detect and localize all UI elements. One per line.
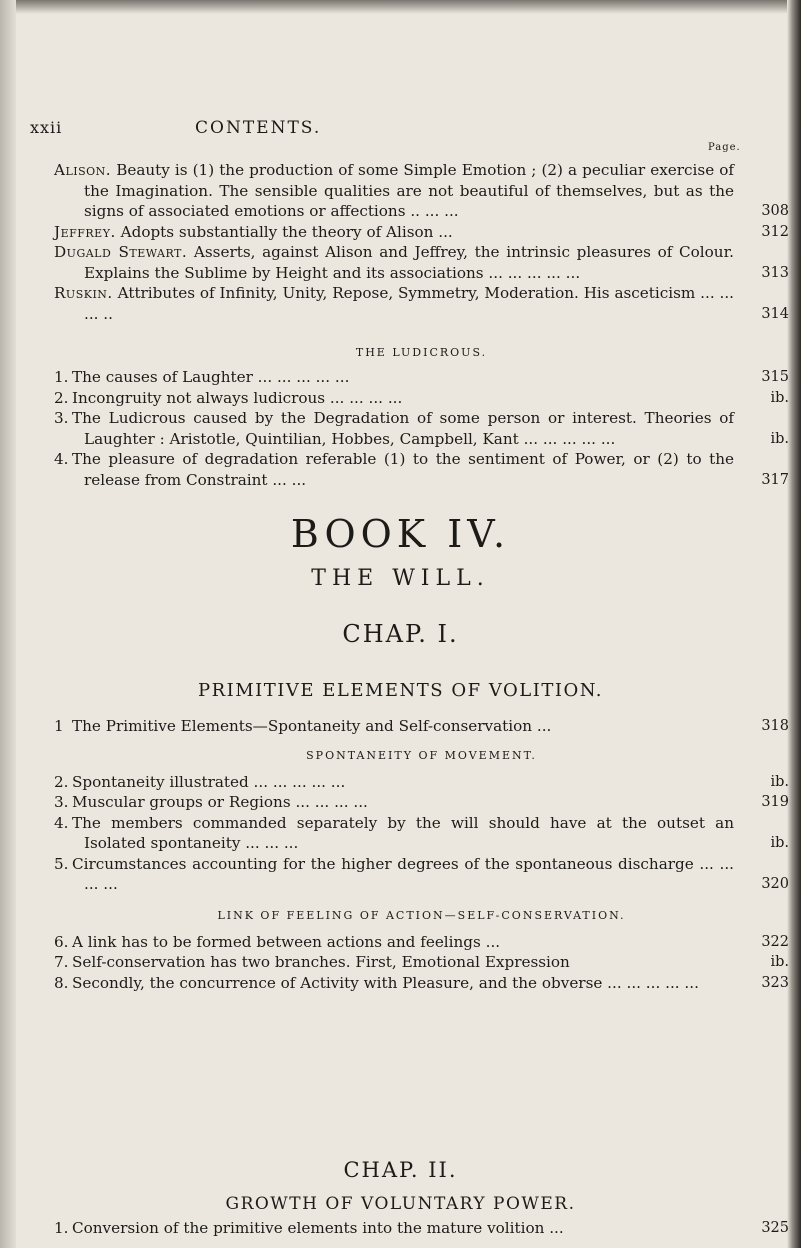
page-folio: xxii xyxy=(30,118,63,137)
item-number: 5. xyxy=(54,854,69,873)
page-number: 308 xyxy=(761,203,789,219)
toc-entry xyxy=(54,772,789,793)
item-number: 3. xyxy=(54,793,69,811)
toc-entry xyxy=(54,792,789,813)
entry-text: The pleasure of degradation referable (1) to the sentiment of Power, or (2) to the release from Constraint ... ... xyxy=(72,450,734,489)
toc-entry xyxy=(54,813,789,854)
toc-entry xyxy=(54,242,789,283)
entry-text: Self-conservation has two branches. First, Emotional Expression xyxy=(72,953,570,971)
toc-entry xyxy=(54,1218,789,1239)
entry-text: Beauty is (1) the production of some Simple Emotion ; (2) a peculiar exercise of the Imagination. The sensible qualities are not beautiful of themselves, but as the signs of associated emotions or affections .. ... ... xyxy=(84,161,734,220)
author-name: Jeffrey. xyxy=(54,222,116,241)
item-number: 7. xyxy=(54,953,69,971)
entry-text: A link has to be formed between actions and feelings ... xyxy=(72,932,501,951)
item-number: 8. xyxy=(54,973,69,992)
toc-entry xyxy=(54,367,789,388)
page-number: 313 xyxy=(761,264,789,281)
toc-entry xyxy=(54,160,789,222)
page-number: 323 xyxy=(761,974,789,991)
entry-text: The Ludicrous caused by the Degradation of some person or interest. Theories of Laughter : Aristotle, Quintilian, Hobbes, Campbell, Kant ... ... ... ... ... xyxy=(72,409,734,448)
author-name: Dugald Stewart. xyxy=(54,243,188,261)
chapter-2-entries xyxy=(54,1218,789,1239)
author-name: Ruskin. xyxy=(54,284,113,302)
entry-text: Circumstances accounting for the higher degrees of the spontaneous discharge ... ... ... ... xyxy=(72,854,734,893)
page-number: ib. xyxy=(770,430,789,447)
toc-entry xyxy=(54,932,789,953)
page-number: ib. xyxy=(770,389,789,406)
entry-text: The Primitive Elements—Spontaneity and Self-conservation ... xyxy=(72,717,552,735)
ludicrous-section xyxy=(54,346,789,490)
page-number: ib. xyxy=(770,773,789,790)
page-number: 322 xyxy=(761,933,789,950)
entry-text: Adopts substantially the theory of Alison ... xyxy=(120,222,453,241)
page-number: 312 xyxy=(761,223,789,240)
item-number: 6. xyxy=(54,932,69,951)
page-number: ib. xyxy=(770,835,789,851)
item-number: 1. xyxy=(54,1219,69,1237)
chapter-1-title: PRIMITIVE ELEMENTS OF VOLITION. xyxy=(197,680,604,701)
book-subtitle: THE WILL. xyxy=(311,566,490,591)
running-title: CONTENTS. xyxy=(195,118,322,138)
section-heading-spontaneity: SPONTANEITY OF MOVEMENT. xyxy=(306,748,537,762)
entry-text: The causes of Laughter ... ... ... ... ... xyxy=(72,368,350,386)
entry-text: Incongruity not always ludicrous ... ... ... ... xyxy=(72,388,403,407)
entry-text: Attributes of Infinity, Unity, Repose, Symmetry, Moderation. His asceticism ... ... ... .. xyxy=(84,284,735,323)
chapter-1-entries xyxy=(54,716,789,993)
section-heading-ludicrous: THE LUDICROUS. xyxy=(355,346,488,359)
page-number: 319 xyxy=(761,794,789,810)
item-number: 2. xyxy=(54,772,69,791)
entry-text: The members commanded separately by the will should have at the outset an Isolated spontaneity ... ... ... xyxy=(72,813,734,852)
entry-text: Secondly, the concurrence of Activity with Pleasure, and the obverse ... ... ... ... ... xyxy=(72,973,699,992)
running-head xyxy=(0,118,801,142)
toc-entry xyxy=(54,973,789,994)
toc-entry xyxy=(54,222,789,243)
page-number: 317 xyxy=(761,471,789,488)
item-number: 4. xyxy=(54,813,69,832)
toc-entry xyxy=(54,408,789,449)
chapter-2-title: GROWTH OF VOLUNTARY POWER. xyxy=(225,1194,576,1214)
toc-entry xyxy=(54,388,789,409)
entry-text: Muscular groups or Regions ... ... ... ... xyxy=(72,793,368,811)
chapter-1-label: CHAP. I. xyxy=(342,620,459,648)
page-number: 315 xyxy=(761,369,789,385)
toc-entry xyxy=(54,449,789,490)
item-number: 3. xyxy=(54,409,69,427)
toc-entry xyxy=(54,854,789,895)
section-heading-link: LINK OF FEELING OF ACTION—SELF-CONSERVATION. xyxy=(217,908,626,922)
item-number: 4. xyxy=(54,450,69,468)
toc-entry xyxy=(54,952,789,973)
page-column-label: Page. xyxy=(708,142,741,153)
page-number: 320 xyxy=(761,876,789,892)
book-title: BOOK IV. xyxy=(290,512,511,556)
item-number: 1 xyxy=(54,717,64,735)
item-number: 2. xyxy=(54,388,69,407)
page-number: ib. xyxy=(770,954,789,970)
author-name: Alison. xyxy=(54,161,112,179)
toc-entry xyxy=(54,716,789,737)
entry-text: Asserts, against Alison and Jeffrey, the intrinsic pleasures of Colour. Explains the Sublime by Height and its associations ... ... ... ... ... xyxy=(84,243,735,282)
item-number: 1. xyxy=(54,368,69,386)
entry-text: Spontaneity illustrated ... ... ... ... ... xyxy=(72,772,346,791)
aesthetic-theories-section xyxy=(54,160,789,324)
chapter-2-label: CHAP. II. xyxy=(343,1158,458,1182)
toc-entry xyxy=(54,283,789,324)
page-number: 325 xyxy=(761,1220,789,1236)
page-number: 314 xyxy=(761,305,789,322)
entry-text: Conversion of the primitive elements into the mature volition ... xyxy=(72,1219,564,1237)
page-number: 318 xyxy=(761,718,789,734)
